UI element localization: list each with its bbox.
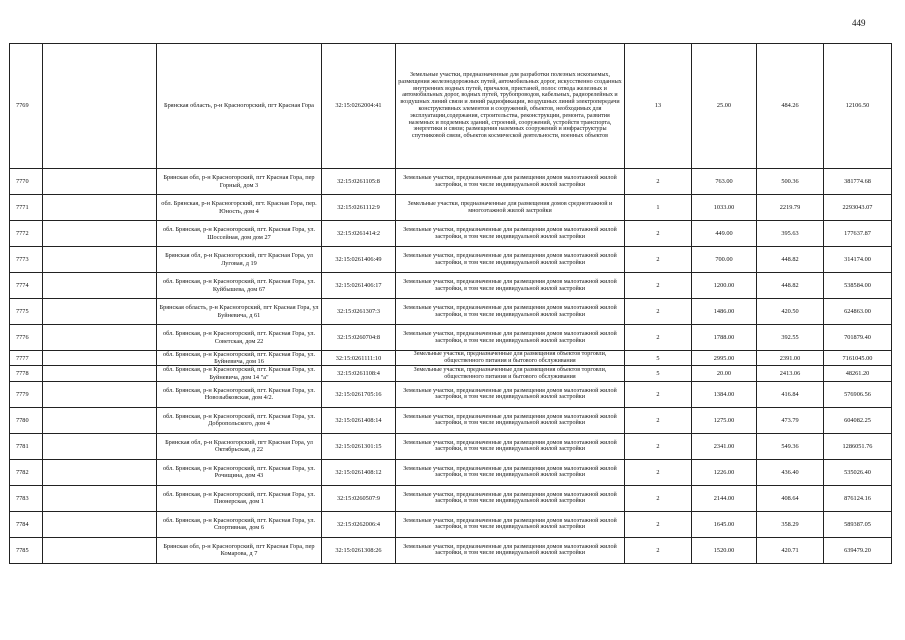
cadastral-number-cell: 32:15:0261301:15 [322, 433, 396, 459]
cadastral-number-cell: 32:15:0261105:8 [322, 169, 396, 195]
address-cell: Брянская обл, р-н Красногорский, пгт Красная Гора, ул Луговая, д 19 [157, 247, 322, 273]
specific-value-cell: 358.29 [757, 511, 824, 537]
address-cell: Брянская область, р-н Красногорский, пгт Красная Гора, ул Буйневича, д 61 [157, 299, 322, 325]
cadastral-value-cell: 12106.50 [824, 44, 892, 169]
spacer-cell [43, 351, 157, 366]
row-number-cell: 7782 [10, 459, 43, 485]
table-row [10, 325, 892, 351]
cadastral-number-cell: 32:15:0261112:9 [322, 195, 396, 221]
specific-value-cell: 416.84 [757, 381, 824, 407]
cadastral-value-cell: 7161045.00 [824, 351, 892, 366]
cadastral-value-cell: 381774.68 [824, 169, 892, 195]
land-use-cell: Земельные участки, предназначенные для размещения домов малоэтажной жилой застройки, в том числе индивидуальной жилой застройки [396, 381, 625, 407]
group-cell: 2 [625, 299, 692, 325]
cadastral-value-cell: 535026.40 [824, 459, 892, 485]
specific-value-cell: 2391.00 [757, 351, 824, 366]
spacer-cell [43, 407, 157, 433]
group-cell: 2 [625, 407, 692, 433]
spacer-cell [43, 195, 157, 221]
address-cell: обл. Брянская, р-н Красногорский, пгт. Красная Гора, ул. Спортивная, дом 6 [157, 511, 322, 537]
specific-value-cell: 408.64 [757, 485, 824, 511]
row-number-cell: 7771 [10, 195, 43, 221]
cadastral-value-table [9, 43, 892, 564]
group-cell: 1 [625, 195, 692, 221]
row-number-cell: 7769 [10, 44, 43, 169]
address-cell: обл. Брянская, р-н Красногорский, пгт. Красная Гора, ул. Куйбышева, дом 67 [157, 273, 322, 299]
row-number-cell: 7773 [10, 247, 43, 273]
address-cell: Брянская обл, р-н Красногорский, пгт Красная Гора, пер Горный, дом 3 [157, 169, 322, 195]
spacer-cell [43, 325, 157, 351]
group-cell: 2 [625, 537, 692, 563]
specific-value-cell: 473.79 [757, 407, 824, 433]
specific-value-cell: 2413.06 [757, 366, 824, 381]
address-cell: обл. Брянская, р-н Красногорский, пгт. Красная Гора, ул. Буйневича, дом 16 [157, 351, 322, 366]
cadastral-number-cell: 32:15:0261111:10 [322, 351, 396, 366]
cadastral-value-cell: 701879.40 [824, 325, 892, 351]
area-cell: 1384.00 [692, 381, 757, 407]
cadastral-number-cell: 32:15:0260507:9 [322, 485, 396, 511]
cadastral-value-cell: 1286051.76 [824, 433, 892, 459]
table-row [10, 195, 892, 221]
spacer-cell [43, 169, 157, 195]
group-cell: 2 [625, 221, 692, 247]
land-use-cell: Земельные участки, предназначенные для размещения домов малоэтажной жилой застройки, в том числе индивидуальной жилой застройки [396, 459, 625, 485]
table-row [10, 366, 892, 381]
group-cell: 2 [625, 273, 692, 299]
land-use-cell: Земельные участки, предназначенные для размещения домов малоэтажной жилой застройки, в том числе индивидуальной жилой застройки [396, 433, 625, 459]
row-number-cell: 7772 [10, 221, 43, 247]
cadastral-number-cell: 32:15:0261408:14 [322, 407, 396, 433]
specific-value-cell: 392.55 [757, 325, 824, 351]
land-use-cell: Земельные участки, предназначенные для размещения домов малоэтажной жилой застройки, в том числе индивидуальной жилой застройки [396, 407, 625, 433]
spacer-cell [43, 366, 157, 381]
cadastral-value-cell: 604082.25 [824, 407, 892, 433]
cadastral-value-cell: 576906.56 [824, 381, 892, 407]
table-row [10, 44, 892, 169]
cadastral-number-cell: 32:15:0261408:12 [322, 459, 396, 485]
cadastral-value-cell: 589387.05 [824, 511, 892, 537]
address-cell: Брянская область, р-н Красногорский, пгт Красная Гора [157, 44, 322, 169]
spacer-cell [43, 485, 157, 511]
area-cell: 700.00 [692, 247, 757, 273]
row-number-cell: 7779 [10, 381, 43, 407]
area-cell: 1275.00 [692, 407, 757, 433]
spacer-cell [43, 247, 157, 273]
cadastral-number-cell: 32:15:0261414:2 [322, 221, 396, 247]
land-use-cell: Земельные участки, предназначенные для размещения домов малоэтажной жилой застройки, в том числе индивидуальной жилой застройки [396, 221, 625, 247]
row-number-cell: 7776 [10, 325, 43, 351]
row-number-cell: 7770 [10, 169, 43, 195]
spacer-cell [43, 44, 157, 169]
cadastral-value-cell: 48261.20 [824, 366, 892, 381]
table-row [10, 433, 892, 459]
table-row [10, 351, 892, 366]
area-cell: 1788.00 [692, 325, 757, 351]
address-cell: обл. Брянская, р-н Красногорский, пгт. Красная Гора, ул. Буйневича, дом 14 "а" [157, 366, 322, 381]
spacer-cell [43, 381, 157, 407]
cadastral-number-cell: 32:15:0261705:16 [322, 381, 396, 407]
area-cell: 1200.00 [692, 273, 757, 299]
table-row [10, 381, 892, 407]
specific-value-cell: 448.82 [757, 247, 824, 273]
land-use-cell: Земельные участки, предназначенные для размещения домов малоэтажной жилой застройки, в том числе индивидуальной жилой застройки [396, 511, 625, 537]
land-use-cell: Земельные участки, предназначенные для размещения объектов торговли, общественного питания и бытового обслуживания [396, 366, 625, 381]
table-row [10, 221, 892, 247]
group-cell: 13 [625, 44, 692, 169]
row-number-cell: 7777 [10, 351, 43, 366]
address-cell: обл. Брянская, р-н Красногорский, пгт. Красная Гора, пер. Юность, дом 4 [157, 195, 322, 221]
row-number-cell: 7781 [10, 433, 43, 459]
address-cell: обл. Брянская, р-н Красногорский, пгт. Красная Гора, ул. Шоссейная, дом дом 27 [157, 221, 322, 247]
address-cell: Брянская обл, р-н Красногорский, пгт Красная Гора, ул Октябрьская, д 22 [157, 433, 322, 459]
group-cell: 2 [625, 485, 692, 511]
group-cell: 2 [625, 511, 692, 537]
land-use-cell: Земельные участки, предназначенные для размещения домов среднеэтажной и многоэтажной жилой застройки [396, 195, 625, 221]
area-cell: 20.00 [692, 366, 757, 381]
cadastral-number-cell: 32:15:0261308:26 [322, 537, 396, 563]
area-cell: 2341.00 [692, 433, 757, 459]
spacer-cell [43, 459, 157, 485]
cadastral-number-cell: 32:15:0261406:49 [322, 247, 396, 273]
spacer-cell [43, 537, 157, 563]
land-use-cell: Земельные участки, предназначенные для размещения объектов торговли, общественного питания и бытового обслуживания [396, 351, 625, 366]
cadastral-number-cell: 32:15:0262006:4 [322, 511, 396, 537]
area-cell: 1226.00 [692, 459, 757, 485]
area-cell: 1486.00 [692, 299, 757, 325]
group-cell: 2 [625, 325, 692, 351]
table-row [10, 247, 892, 273]
land-use-cell: Земельные участки, предназначенные для размещения домов малоэтажной жилой застройки, в том числе индивидуальной жилой застройки [396, 169, 625, 195]
cadastral-number-cell: 32:15:0261406:17 [322, 273, 396, 299]
area-cell: 25.00 [692, 44, 757, 169]
spacer-cell [43, 511, 157, 537]
table-row [10, 169, 892, 195]
area-cell: 1645.00 [692, 511, 757, 537]
cadastral-value-cell: 876124.16 [824, 485, 892, 511]
address-cell: обл. Брянская, р-н Красногорский, пгт. Красная Гора, ул. Рочищина, дом 43 [157, 459, 322, 485]
spacer-cell [43, 299, 157, 325]
table-row [10, 511, 892, 537]
specific-value-cell: 420.50 [757, 299, 824, 325]
area-cell: 2144.00 [692, 485, 757, 511]
specific-value-cell: 2219.79 [757, 195, 824, 221]
cadastral-value-cell: 639479.20 [824, 537, 892, 563]
cadastral-number-cell: 32:15:0260704:8 [322, 325, 396, 351]
cadastral-number-cell: 32:15:0261307:3 [322, 299, 396, 325]
row-number-cell: 7775 [10, 299, 43, 325]
cadastral-number-cell: 32:15:0262004:41 [322, 44, 396, 169]
group-cell: 2 [625, 433, 692, 459]
specific-value-cell: 436.40 [757, 459, 824, 485]
cadastral-number-cell: 32:15:0261108:4 [322, 366, 396, 381]
row-number-cell: 7780 [10, 407, 43, 433]
land-use-cell: Земельные участки, предназначенные для разработки полезных ископаемых, размещения железнодорожных путей, автомобильных дорог, искусственно созданных внутренних водных путей, причалов, пристаней, полос отвода железных и автомобильных дорог, водных путей, трубопроводов, кабельных, радиорелейных и воздушных линий связи и линий радиофикации, воздушных линий электропередачи конструктивных элементов и сооружений, объектов, необходимых для эксплуатации,содержания, строительства, реконструкции, ремонта, развития наземных и подземных зданий, строений, сооружений, устройств транспорта, энергетики и связи; размещения наземных сооружений и инфраструктуры спутниковой связи, объектов космической деятельности, военных объектов [396, 44, 625, 169]
area-cell: 449.00 [692, 221, 757, 247]
area-cell: 2995.00 [692, 351, 757, 366]
table-row [10, 407, 892, 433]
table-row [10, 299, 892, 325]
land-use-cell: Земельные участки, предназначенные для размещения домов малоэтажной жилой застройки, в том числе индивидуальной жилой застройки [396, 325, 625, 351]
group-cell: 2 [625, 381, 692, 407]
spacer-cell [43, 273, 157, 299]
area-cell: 1520.00 [692, 537, 757, 563]
table-row [10, 485, 892, 511]
row-number-cell: 7784 [10, 511, 43, 537]
land-use-cell: Земельные участки, предназначенные для размещения домов малоэтажной жилой застройки, в том числе индивидуальной жилой застройки [396, 273, 625, 299]
table-body [10, 44, 892, 564]
row-number-cell: 7783 [10, 485, 43, 511]
specific-value-cell: 484.26 [757, 44, 824, 169]
group-cell: 2 [625, 459, 692, 485]
cadastral-value-cell: 177637.87 [824, 221, 892, 247]
land-use-cell: Земельные участки, предназначенные для размещения домов малоэтажной жилой застройки, в том числе индивидуальной жилой застройки [396, 299, 625, 325]
address-cell: обл. Брянская, р-н Красногорский, пгт. Красная Гора, ул. Новозыбковская, дом 4/2. [157, 381, 322, 407]
area-cell: 763.00 [692, 169, 757, 195]
cadastral-value-cell: 624863.00 [824, 299, 892, 325]
land-use-cell: Земельные участки, предназначенные для размещения домов малоэтажной жилой застройки, в том числе индивидуальной жилой застройки [396, 537, 625, 563]
specific-value-cell: 395.63 [757, 221, 824, 247]
land-use-cell: Земельные участки, предназначенные для размещения домов малоэтажной жилой застройки, в том числе индивидуальной жилой застройки [396, 247, 625, 273]
group-cell: 5 [625, 366, 692, 381]
group-cell: 2 [625, 247, 692, 273]
group-cell: 5 [625, 351, 692, 366]
row-number-cell: 7778 [10, 366, 43, 381]
cadastral-value-cell: 2293043.07 [824, 195, 892, 221]
address-cell: Брянская обл, р-н Красногорский, пгт Красная Гора, пер Комарова, д 7 [157, 537, 322, 563]
area-cell: 1033.00 [692, 195, 757, 221]
cadastral-value-cell: 538584.00 [824, 273, 892, 299]
row-number-cell: 7774 [10, 273, 43, 299]
group-cell: 2 [625, 169, 692, 195]
land-use-cell: Земельные участки, предназначенные для размещения домов малоэтажной жилой застройки, в том числе индивидуальной жилой застройки [396, 485, 625, 511]
spacer-cell [43, 221, 157, 247]
specific-value-cell: 549.36 [757, 433, 824, 459]
specific-value-cell: 448.82 [757, 273, 824, 299]
specific-value-cell: 420.71 [757, 537, 824, 563]
page-number: 449 [852, 18, 866, 28]
address-cell: обл. Брянская, р-н Красногорский, пгт. Красная Гора, ул. Советская, дом 22 [157, 325, 322, 351]
table-row [10, 537, 892, 563]
address-cell: обл. Брянская, р-н Красногорский, пгт. Красная Гора, ул. Пионерская, дом 1 [157, 485, 322, 511]
cadastral-value-cell: 314174.00 [824, 247, 892, 273]
row-number-cell: 7785 [10, 537, 43, 563]
address-cell: обл. Брянская, р-н Красногорский, пгт. Красная Гора, ул. Добропольского, дом 4 [157, 407, 322, 433]
specific-value-cell: 500.36 [757, 169, 824, 195]
table-row [10, 273, 892, 299]
spacer-cell [43, 433, 157, 459]
table-row [10, 459, 892, 485]
